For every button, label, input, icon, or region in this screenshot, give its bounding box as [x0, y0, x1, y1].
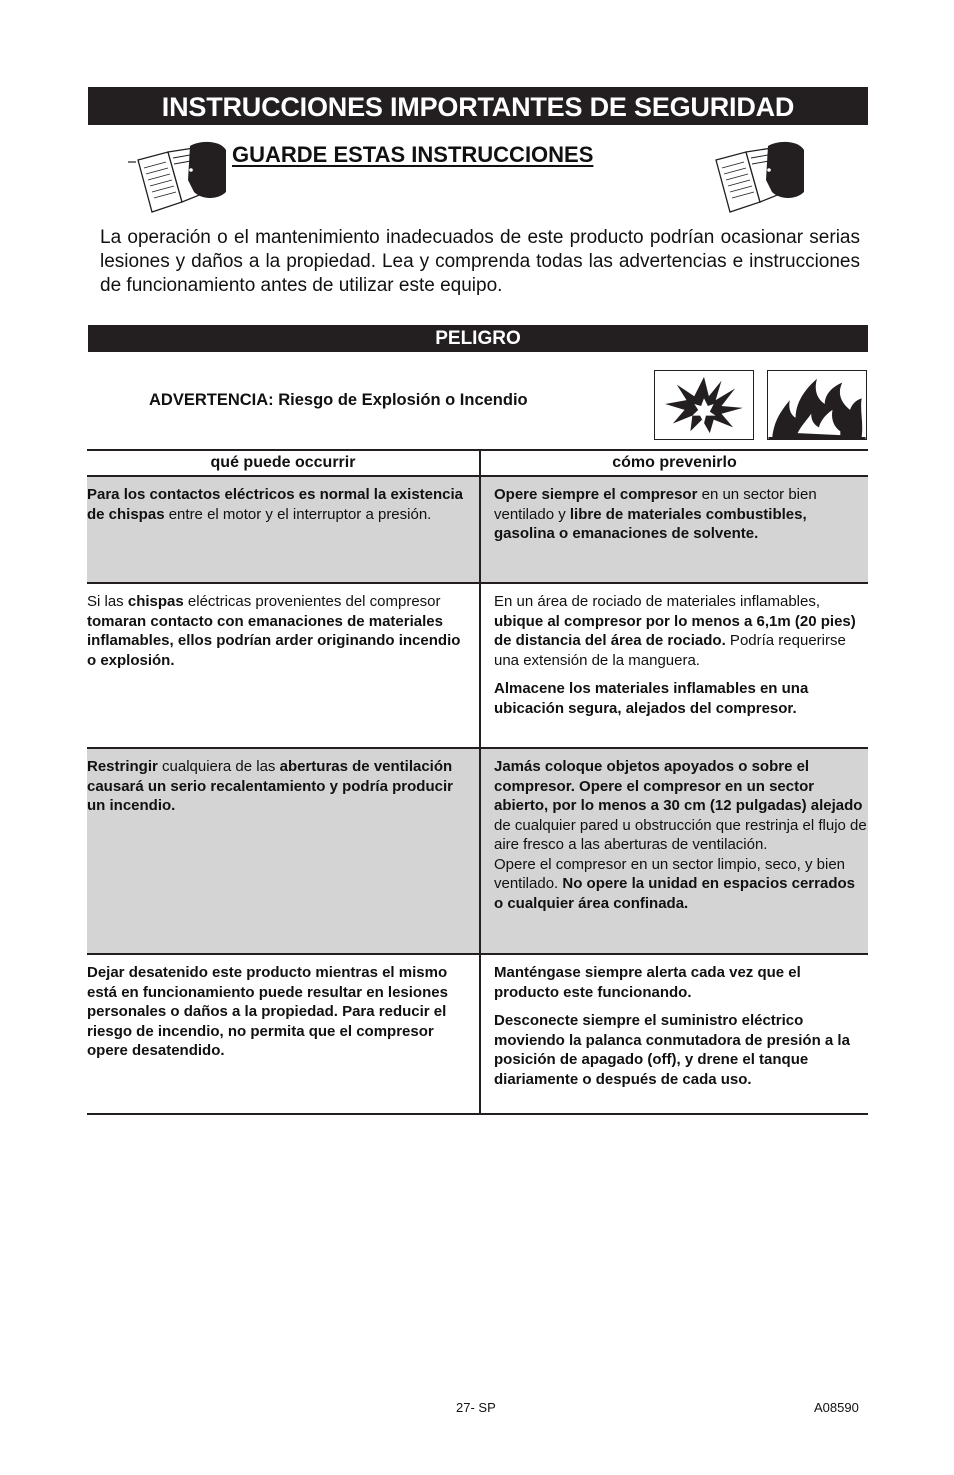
cell-text: Jamás coloque objetos apoyados o sobre el compresor. Opere el compresor en un sector abierto, por lo menos a 30 cm (12 pulgadas) alejado [494, 758, 863, 814]
cell-paragraph [87, 757, 473, 816]
cell-text: Opere el compresor en un sector limpio, seco, y bien ventilado. [494, 855, 845, 892]
fire-hazard-icon [767, 370, 867, 440]
cell-text: Restringir [87, 758, 158, 775]
cell-text: tomaran contacto con emanaciones de materiales inflamables, ellos podrían arder originando incendio o explosión. [87, 612, 461, 669]
table-row [87, 748, 868, 954]
cell-text: Desconecte siempre el suministro eléctrico moviendo la palanca conmutadora de presión a la posición de apagado (off), y drene el tanque diariamente o después de cada uso. [494, 1012, 850, 1088]
cell-text: Manténgase siempre alerta cada vez que el producto este funcionando. [494, 964, 801, 1001]
hazard-table-body [87, 476, 868, 1114]
cell-text: ubique al compresor por lo menos a 6,1m (20 pies) de distancia del área de rociado. [494, 612, 856, 649]
read-manual-icon [712, 140, 812, 214]
cell-text: eléctricas provenientes del compresor [183, 593, 441, 610]
cell-paragraph [87, 485, 473, 524]
explosion-hazard-icon [654, 370, 754, 440]
cell-text: Dejar desatenido este producto mientras el mismo está en funcionamiento puede resultar en lesiones personales o daños a la propiedad. Para reducir el riesgo de incendio, no permita que el compresor opere desatendido. [87, 964, 448, 1059]
hazard-cell [87, 476, 480, 583]
cell-paragraph [87, 963, 473, 1061]
cell-text: chispas [127, 593, 184, 610]
cell-paragraph [494, 757, 868, 913]
page-title: INSTRUCCIONES IMPORTANTES DE SEGURIDAD [88, 87, 868, 125]
cell-paragraph [494, 679, 868, 718]
cell-text: Si las [87, 593, 128, 610]
hazard-cell [87, 748, 480, 954]
cell-text: aberturas de ventilación causará un serio recalentamiento y podría producir un incendio. [87, 758, 453, 814]
cell-text: Opere siempre el compresor [494, 486, 698, 503]
cell-paragraph [494, 592, 868, 670]
cell-text: Almacene los materiales inflamables en una ubicación segura, alejados del compresor. [494, 680, 809, 717]
prevention-cell [480, 748, 868, 954]
cell-text: No opere la unidad en espacios cerrados o cualquier área confinada. [494, 875, 855, 912]
danger-banner: PELIGRO [88, 325, 868, 352]
cell-text: libre de materiales combustibles, gasolina o emanaciones de solvente. [494, 505, 807, 542]
hazard-cell [87, 954, 480, 1114]
cell-paragraph [494, 485, 868, 544]
cell-text: de cualquier pared u obstrucción que restrinja el flujo de aire fresco a las aberturas de ventilación. [494, 816, 867, 853]
table-row [87, 954, 868, 1114]
cell-text: cualquiera de las [157, 758, 280, 775]
cell-paragraph [87, 592, 473, 670]
prevention-cell [480, 583, 868, 748]
table-row [87, 476, 868, 583]
cell-paragraph [494, 1011, 868, 1089]
hazard-cell [87, 583, 480, 748]
table-row [87, 583, 868, 748]
hazard-table [87, 449, 868, 1115]
cell-text: Podría requerirse una extensión de la manguera. [494, 632, 846, 669]
intro-paragraph: La operación o el mantenimiento inadecuados de este producto podrían ocasionar serias lesiones y daños a la propiedad. Lea y comprenda todas las advertencias e instrucciones de funcionamiento antes de utilizar este equipo. [100, 227, 860, 296]
prevention-cell [480, 954, 868, 1114]
document-code: A08590 [814, 1400, 859, 1415]
warning-text: ADVERTENCIA: Riesgo de Explosión o Incendio [149, 391, 528, 409]
page-number: 27- SP [456, 1400, 496, 1415]
cell-text: entre el motor y el interruptor a presión. [164, 505, 432, 523]
cell-text: En un área de rociado de materiales inflamables, [494, 593, 821, 610]
cell-paragraph [494, 963, 868, 1002]
save-instructions-heading: GUARDE ESTAS INSTRUCCIONES [232, 142, 594, 167]
column-header-what-can-happen: qué puede occurrir [87, 450, 480, 476]
prevention-cell [480, 476, 868, 583]
cell-text: Para los contactos eléctricos es normal la existencia de chispas [87, 486, 464, 523]
column-header-how-to-prevent: cómo prevenirlo [480, 450, 868, 476]
cell-text: en un sector bien ventilado y [494, 486, 817, 523]
read-manual-icon [128, 140, 228, 214]
